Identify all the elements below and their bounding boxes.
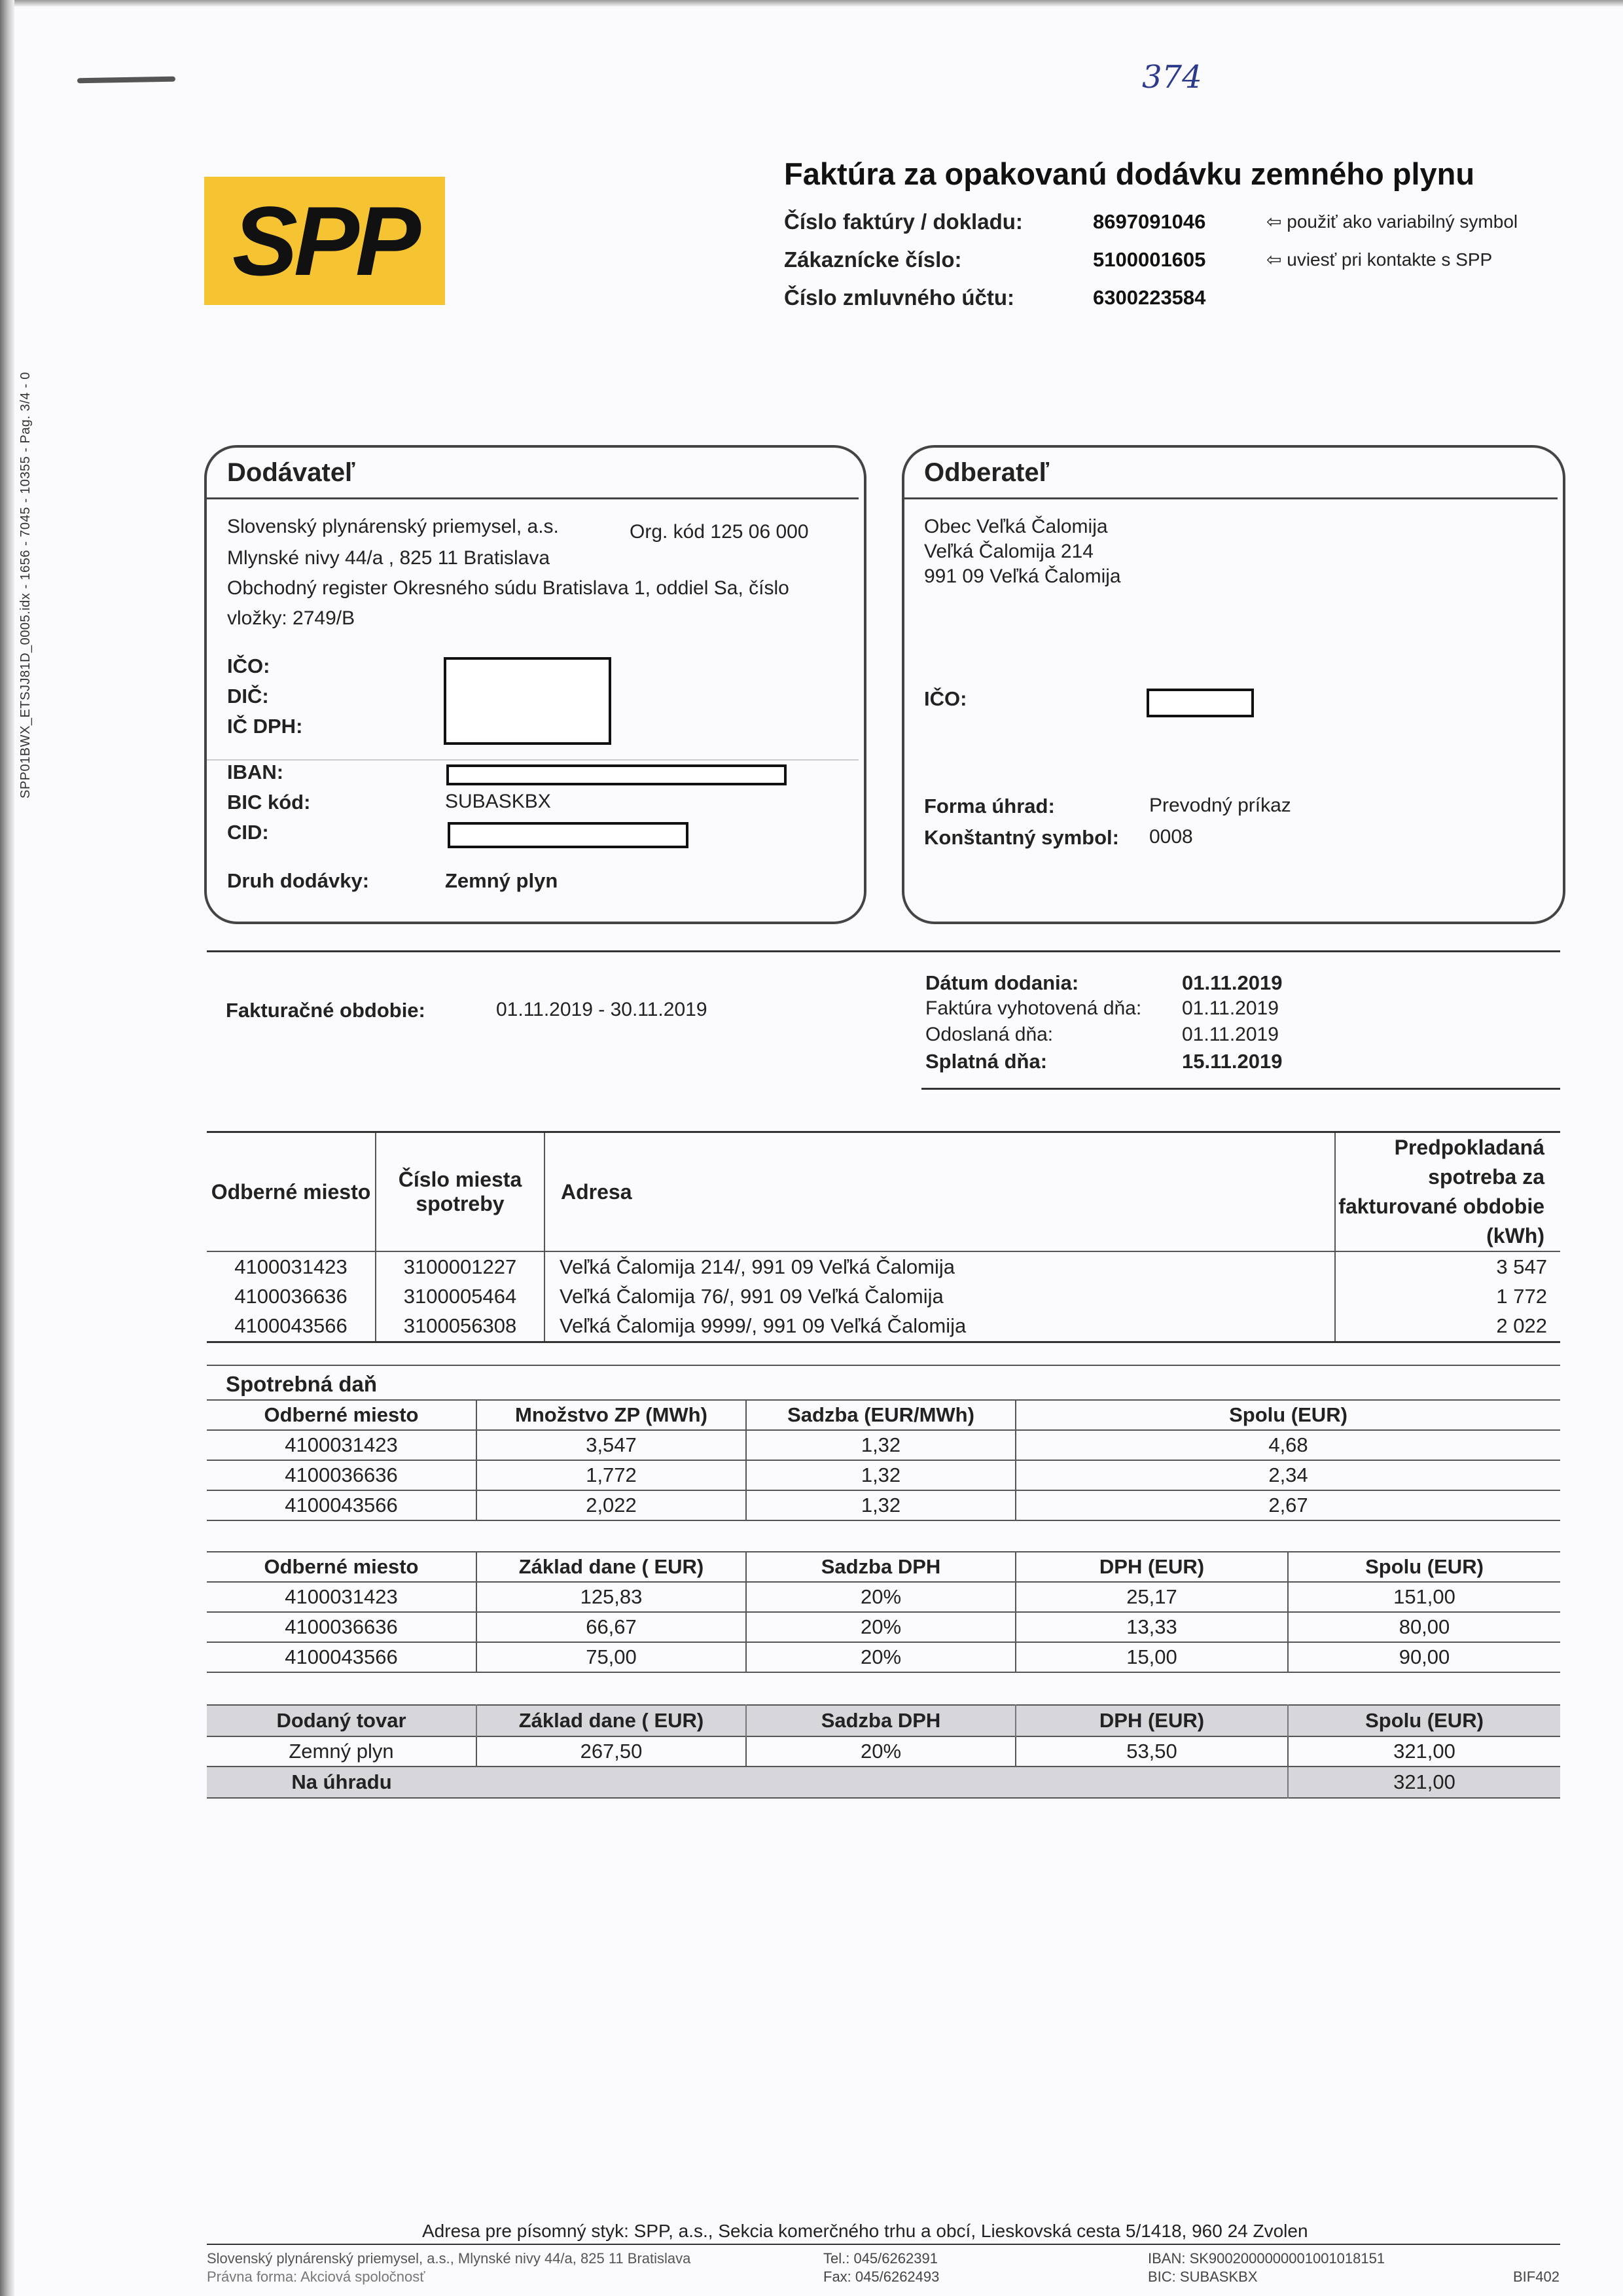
invoice-summary-table (207, 1704, 1560, 1799)
place-id: 4100043566 (207, 1312, 376, 1342)
footer-form-code: BIF402 (1513, 2269, 1560, 2285)
col-header-rate: Sadzba (EUR/MWh) (746, 1400, 1016, 1430)
delivery-date-value: 01.11.2019 (1182, 971, 1283, 994)
total: 2,34 (1268, 1463, 1308, 1486)
col-header-tax-base: Základ dane ( EUR) (476, 1552, 746, 1582)
scan-edge-left (0, 0, 14, 2296)
col-header-total: Spolu (EUR) (1365, 1555, 1484, 1578)
table-row (207, 1251, 1560, 1282)
contract-account-value: 6300223584 (1093, 286, 1206, 309)
table-row (207, 1642, 1560, 1672)
supplier-name: Slovenský plynárenský priemysel, a.s. (227, 516, 559, 537)
rate: 1,32 (746, 1460, 1016, 1490)
total: 151,00 (1393, 1585, 1455, 1608)
place-id: 4100036636 (207, 1282, 376, 1312)
footer-company: Slovenský plynárenský priemysel, a.s., Mlynské nivy 44/a, 825 11 Bratislava (207, 2250, 691, 2267)
vat-amount: 13,33 (1016, 1612, 1288, 1642)
fold-line (207, 759, 859, 761)
footer-phone: Tel.: 045/6262391 (823, 2250, 938, 2267)
spp-logo-mark (204, 177, 445, 305)
total: 80,00 (1399, 1615, 1450, 1638)
col-header-goods: Dodaný tovar (207, 1705, 476, 1736)
billing-period-value: 01.11.2019 - 30.11.2019 (496, 999, 707, 1020)
tax-base: 66,67 (476, 1612, 746, 1642)
vat-rate: 20% (746, 1582, 1016, 1612)
table-row (207, 1736, 1560, 1767)
footer-postal-address: Adresa pre písomný styk: SPP, a.s., Sekcia komerčného trhu a obcí, Lieskovská cesta 5/1418, 960 24 Zvolen (422, 2221, 1308, 2241)
contract-account-label: Číslo zmluvného účtu: (784, 285, 1015, 310)
col-header-expected-consumption: Predpokladaná spotreba za fakturované obdobie (kWh) (1338, 1136, 1544, 1247)
place-address: Veľká Čalomija 76/, 991 09 Veľká Čalomija (544, 1282, 1335, 1312)
footer-rule (207, 2244, 1560, 2245)
table-header-row (207, 1132, 1560, 1252)
goods-name: Zemný plyn (207, 1736, 476, 1767)
scan-edge-top (0, 0, 1623, 7)
footer-legal-form: Právna forma: Akciová spoločnosť (207, 2269, 425, 2285)
col-header-vat: DPH (EUR) (1016, 1705, 1288, 1736)
invoice-title: Faktúra za opakovanú dodávku zemného plynu (784, 156, 1475, 191)
vat-rate: 20% (746, 1736, 1016, 1767)
table-header-row (207, 1400, 1560, 1430)
customer-number-value: 5100001605 (1093, 248, 1206, 271)
rate: 1,32 (746, 1490, 1016, 1520)
supplier-register-line2: vložky: 2749/B (227, 607, 355, 629)
customer-name: Obec Veľká Čalomija (924, 516, 1108, 537)
vat-amount: 53,50 (1016, 1736, 1288, 1767)
table-row (207, 1460, 1560, 1490)
redacted-customer-ico (1147, 689, 1254, 717)
rate: 1,32 (746, 1430, 1016, 1460)
col-header-total: Spolu (EUR) (1229, 1403, 1347, 1426)
footer-iban: IBAN: SK9002000000001001018151 (1148, 2250, 1385, 2267)
sent-date-value: 01.11.2019 (1182, 1024, 1279, 1045)
tax-base: 75,00 (476, 1642, 746, 1672)
dates-top-rule (207, 950, 1560, 952)
table-header-row (207, 1552, 1560, 1582)
total: 4,68 (1268, 1433, 1308, 1456)
constant-symbol-value: 0008 (1149, 826, 1193, 848)
section-rule (207, 1365, 1560, 1366)
amount-due-row (207, 1767, 1560, 1798)
spot-number: 3100005464 (376, 1282, 544, 1312)
pen-dash-mark (77, 77, 175, 84)
billing-period-label: Fakturačné obdobie: (226, 999, 425, 1022)
supplier-bic-value: SUBASKBX (445, 791, 551, 812)
handwritten-number: 374 (1142, 59, 1202, 96)
sent-date-label: Odoslaná dňa: (925, 1024, 1054, 1045)
place-id: 4100043566 (207, 1642, 476, 1672)
amount-due-value: 321,00 (1393, 1770, 1455, 1793)
quantity: 2,022 (476, 1490, 746, 1520)
col-header-place: Odberné miesto (207, 1400, 476, 1430)
col-header-vat-rate: Sadzba DPH (746, 1705, 1016, 1736)
vat-rate: 20% (746, 1642, 1016, 1672)
quantity: 1,772 (476, 1460, 746, 1490)
dates-bottom-rule (921, 1088, 1560, 1090)
place-address: Veľká Čalomija 9999/, 991 09 Veľká Čalomija (544, 1312, 1335, 1342)
footer-fax: Fax: 045/6262493 (823, 2269, 940, 2285)
supplier-address: Mlynské nivy 44/a , 825 11 Bratislava (227, 547, 550, 569)
delivery-type-label: Druh dodávky: (227, 869, 370, 892)
tax-base: 125,83 (476, 1582, 746, 1612)
issued-date-value: 01.11.2019 (1182, 997, 1279, 1019)
customer-ico-label: IČO: (924, 687, 967, 710)
spp-logo (204, 177, 445, 305)
customer-street: Veľká Čalomija 214 (924, 541, 1094, 562)
expected-consumption: 3 547 (1496, 1255, 1547, 1278)
customer-title: Odberateľ (924, 458, 1050, 487)
supplier-dic-label: DIČ: (227, 685, 269, 708)
customer-number-label: Zákaznícke číslo: (784, 247, 962, 272)
supplier-bic-label: BIC kód: (227, 791, 311, 814)
quantity: 3,547 (476, 1430, 746, 1460)
supplier-org-code: Org. kód 125 06 000 (630, 521, 809, 543)
expected-consumption: 1 772 (1496, 1285, 1547, 1308)
supplier-ico-label: IČO: (227, 655, 270, 677)
supplier-icdph-label: IČ DPH: (227, 715, 303, 738)
total: 2,67 (1268, 1494, 1308, 1516)
due-date-label: Splatná dňa: (925, 1050, 1048, 1073)
excise-title: Spotrebná daň (226, 1372, 378, 1396)
table-row (207, 1490, 1560, 1520)
spot-number: 3100056308 (376, 1312, 544, 1342)
excise-tax-table (207, 1399, 1560, 1521)
supplier-title-divider (207, 497, 859, 499)
consumption-places-table (207, 1131, 1560, 1343)
col-header-quantity: Množstvo ZP (MWh) (476, 1400, 746, 1430)
invoice-number-value: 8697091046 (1093, 210, 1206, 233)
tax-base: 267,50 (476, 1736, 746, 1767)
place-address: Veľká Čalomija 214/, 991 09 Veľká Čalomija (544, 1251, 1335, 1282)
supplier-iban-label: IBAN: (227, 761, 284, 783)
supplier-cid-label: CID: (227, 821, 269, 844)
place-id: 4100036636 (207, 1460, 476, 1490)
vat-amount: 15,00 (1016, 1642, 1288, 1672)
invoice-number-label: Číslo faktúry / dokladu: (784, 209, 1023, 234)
customer-city: 991 09 Veľká Čalomija (924, 565, 1121, 587)
payment-method-label: Forma úhrad: (924, 795, 1055, 817)
redacted-tax-ids (444, 657, 611, 745)
contact-note: ⇦ uviesť pri kontakte s SPP (1266, 249, 1493, 270)
place-id: 4100043566 (207, 1490, 476, 1520)
place-id: 4100031423 (207, 1582, 476, 1612)
col-header-vat: DPH (EUR) (1016, 1552, 1288, 1582)
vat-amount: 25,17 (1016, 1582, 1288, 1612)
redacted-cid (448, 822, 688, 848)
table-row (207, 1430, 1560, 1460)
col-header-vat-rate: Sadzba DPH (746, 1552, 1016, 1582)
expected-consumption: 2 022 (1496, 1314, 1547, 1338)
payment-method-value: Prevodný príkaz (1149, 795, 1291, 816)
vat-rate: 20% (746, 1612, 1016, 1642)
col-header-tax-base: Základ dane ( EUR) (476, 1705, 746, 1736)
svg-text:SPP: SPP (232, 186, 418, 296)
vat-per-place-table (207, 1551, 1560, 1673)
col-header-place: Odberné miesto (207, 1552, 476, 1582)
spot-number: 3100001227 (376, 1251, 544, 1282)
issued-date-label: Faktúra vyhotovená dňa: (925, 997, 1142, 1019)
col-header-total: Spolu (EUR) (1365, 1709, 1484, 1732)
col-header-place: Odberné miesto (207, 1132, 376, 1252)
redacted-iban (446, 764, 787, 785)
place-id: 4100031423 (207, 1251, 376, 1282)
col-header-spot-number: Číslo miesta spotreby (376, 1132, 544, 1252)
place-id: 4100036636 (207, 1612, 476, 1642)
delivery-date-label: Dátum dodania: (925, 971, 1079, 994)
due-date-value: 15.11.2019 (1182, 1050, 1283, 1073)
supplier-register-line1: Obchodný register Okresného súdu Bratislava 1, oddiel Sa, číslo (227, 577, 789, 599)
total: 321,00 (1393, 1740, 1455, 1763)
amount-due-label: Na úhradu (291, 1770, 392, 1793)
total: 90,00 (1399, 1645, 1450, 1668)
table-row (207, 1312, 1560, 1342)
table-row (207, 1582, 1560, 1612)
table-header-row (207, 1705, 1560, 1736)
constant-symbol-label: Konštantný symbol: (924, 826, 1119, 849)
col-header-address: Adresa (544, 1132, 1335, 1252)
variable-symbol-note: ⇦ použiť ako variabilný symbol (1266, 211, 1518, 232)
customer-title-divider (904, 497, 1558, 499)
side-document-code: SPP01BWX_ETSJJ81D_0005.idx - 1656 - 7045 - 10355 - Pag. 3/4 - 0 (18, 372, 33, 798)
footer-bic: BIC: SUBASKBX (1148, 2269, 1258, 2285)
table-row (207, 1282, 1560, 1312)
delivery-type-value: Zemný plyn (445, 869, 558, 892)
place-id: 4100031423 (207, 1430, 476, 1460)
supplier-title: Dodávateľ (227, 458, 355, 487)
table-row (207, 1612, 1560, 1642)
